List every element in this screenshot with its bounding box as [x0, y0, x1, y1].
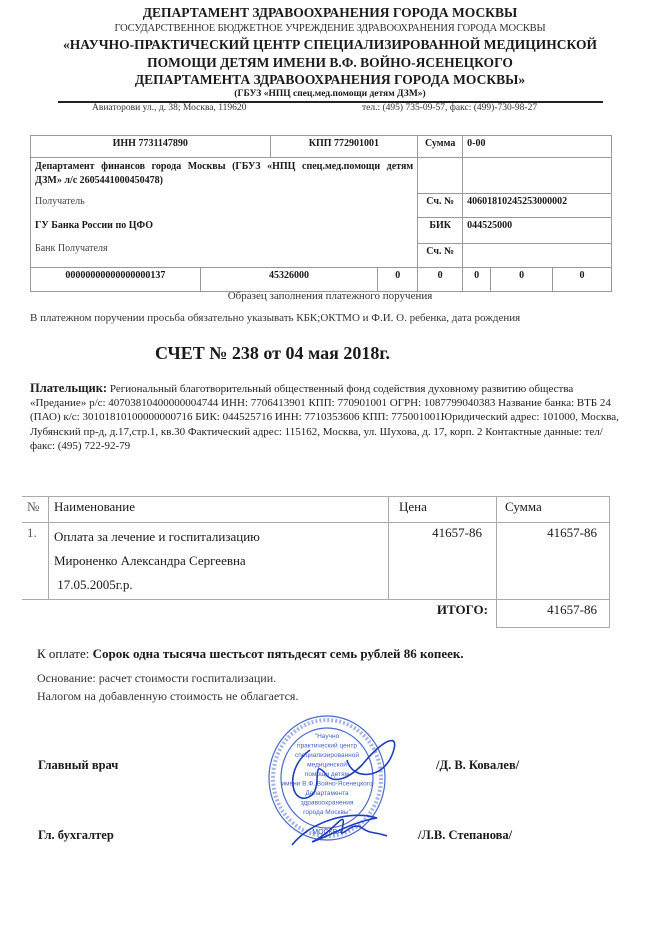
head-doctor-name: /Д. В. Ковалев/ — [436, 758, 520, 772]
payer-block — [30, 381, 620, 453]
recipient-text: Департамент финансов города Москвы (ГБУЗ «НПЦ спец.мед.помощи детям ДЗМ» л/с 2605441000450478) — [35, 161, 414, 186]
to-pay-label: К оплате: — [37, 646, 90, 661]
header-num: № — [22, 497, 49, 523]
header-sum: Сумма — [497, 497, 610, 523]
amount-in-words — [37, 646, 464, 662]
sum-label-extension — [418, 158, 463, 194]
invoice-title: СЧЕТ № 238 от 04 мая 2018г. — [155, 343, 390, 363]
accountant-label: Гл. бухгалтер — [38, 828, 114, 842]
header-price: Цена — [389, 497, 497, 523]
stamp-text-line: "Научно — [314, 733, 340, 740]
code-cell-3: 0 — [378, 268, 418, 292]
payment-note: В платежном поручении просьба обязательно указывать КБК;ОКТМО и Ф.И. О. ребенка, дата рождения — [30, 312, 521, 324]
institution-name-line-1: «НАУЧНО-ПРАКТИЧЕСКИЙ ЦЕНТР СПЕЦИАЛИЗИРОВАННОЙ МЕДИЦИНСКОЙ — [62, 37, 598, 52]
description-line: 17.05.2005г.р. — [54, 577, 133, 592]
stamp-text-line: специализированной — [294, 752, 360, 759]
bank-label: Банк Получателя — [35, 242, 108, 254]
institution-phone-fax: тел.: (495) 735-09-57, факс: (499)-730-98-27 — [362, 103, 538, 113]
official-stamp — [252, 710, 412, 855]
institution-address: Авиаторови ул., д. 38; Москва, 119620 — [92, 103, 247, 113]
recipient-label: Получатель — [35, 196, 85, 207]
stamp-text-line: медицинской — [307, 761, 347, 769]
code-cell-kbk: 00000000000000000137 — [31, 268, 201, 292]
items-header-row — [22, 497, 610, 523]
stamp-text-line: практический центр — [297, 742, 357, 750]
basis-block — [37, 669, 298, 705]
payer-details: Региональный благотворительный общественный фонд содействия духовному развитию общества «Предание» р/с: 40703810400000004744 ИНН: 7706413901 КПП: 770901001 ОГРН: 1087799040383 Название банка: ВТБ 24 (ПАО) к/с: 30101810100000000716 БИК: 044525716 ИНН: 7710353606 КПП: 775001001Юридический адрес: 101000, Москва, Лубянский пр-д, д.17,стр.1, кв.30 Фактический адрес: 115162, Москва, ул. Шухова, д. 17, корп. 2 Контактные данные: тел/факс: (495) 722-92-79 — [30, 383, 619, 452]
stamp-text-line: имени В.Ф. Войно-Ясенецкого — [281, 780, 373, 788]
bik-value: 044525000 — [463, 218, 612, 244]
accountant-name: /Л.В. Степанова/ — [418, 828, 513, 842]
stamp-bottom-text: МОСКВА — [312, 829, 342, 836]
corr-account-label: Сч. № — [418, 244, 463, 268]
sum-value-extension — [463, 158, 612, 194]
stamp-center-text — [281, 733, 373, 816]
payment-sample-caption: Образец заполнения платежного поручения — [227, 290, 433, 302]
payment-sample-table — [30, 135, 612, 292]
row-description — [49, 523, 389, 600]
code-cell-6: 0 — [491, 268, 553, 292]
row-sum: 41657-86 — [497, 523, 610, 600]
department-title: ДЕПАРТАМЕНТ ЗДРАВООХРАНЕНИЯ ГОРОДА МОСКВЫ — [142, 5, 518, 20]
institution-name-line-2: ПОМОЩИ ДЕТЯМ ИМЕНИ В.Ф. ВОЙНО-ЯСЕНЕЦКОГО — [147, 55, 513, 70]
sum-label: Сумма — [418, 136, 463, 158]
payer-label: Плательщик: — [30, 381, 108, 395]
head-doctor-label: Главный врач — [38, 758, 119, 772]
institution-name-line-3: ДЕПАРТАМЕНТА ЗДРАВООХРАНЕНИЯ ГОРОДА МОСКВЫ» — [134, 72, 526, 87]
stamp-text-line: здравоохранения — [300, 799, 354, 807]
stamp-text-line: помощи детям — [304, 771, 350, 778]
invoice-items-table — [22, 496, 610, 628]
account-value: 40601810245253000002 — [463, 194, 612, 218]
inn-cell: ИНН 7731147890 — [31, 136, 271, 158]
header-name: Наименование — [49, 497, 389, 523]
basis-text: Основание: расчет стоимости госпитализации. — [37, 671, 277, 685]
row-price: 41657-86 — [389, 523, 497, 600]
bank-cell — [31, 218, 418, 268]
to-pay-text: Сорок одна тысяча шестьсот пятьдесят семь рублей 86 копеек. — [92, 646, 464, 661]
kpp-cell: КПП 772901001 — [270, 136, 418, 158]
sum-value: 0-00 — [463, 136, 612, 158]
institution-type: ГОСУДАРСТВЕННОЕ БЮДЖЕТНОЕ УЧРЕЖДЕНИЕ ЗДРАВООХРАНЕНИЯ ГОРОДА МОСКВЫ — [114, 23, 546, 34]
total-row — [22, 600, 610, 628]
corr-account-value — [463, 244, 612, 268]
institution-short-name: (ГБУЗ «НПЦ спец.мед.помощи детям ДЗМ») — [234, 89, 426, 99]
table-row — [22, 523, 610, 600]
row-num: 1. — [22, 523, 49, 600]
vat-note: Налогом на добавленную стоимость не облагается. — [37, 689, 299, 703]
bank-name: ГУ Банка России по ЦФО — [35, 219, 153, 231]
recipient-cell — [31, 158, 418, 218]
code-cell-oktmo: 45326000 — [200, 268, 378, 292]
code-cell-7: 0 — [553, 268, 612, 292]
stamp-text-line: города Москвы" — [303, 809, 351, 816]
account-label: Сч. № — [418, 194, 463, 218]
description-line: Оплата за лечение и госпитализацию — [54, 529, 260, 544]
bik-label: БИК — [418, 218, 463, 244]
stamp-text-line: Департамента — [305, 790, 349, 797]
description-line: Мироненко Александра Сергеевна — [54, 553, 246, 568]
total-value: 41657-86 — [497, 600, 610, 628]
code-cell-4: 0 — [418, 268, 463, 292]
code-cell-5: 0 — [463, 268, 491, 292]
total-label: ИТОГО: — [436, 602, 488, 617]
